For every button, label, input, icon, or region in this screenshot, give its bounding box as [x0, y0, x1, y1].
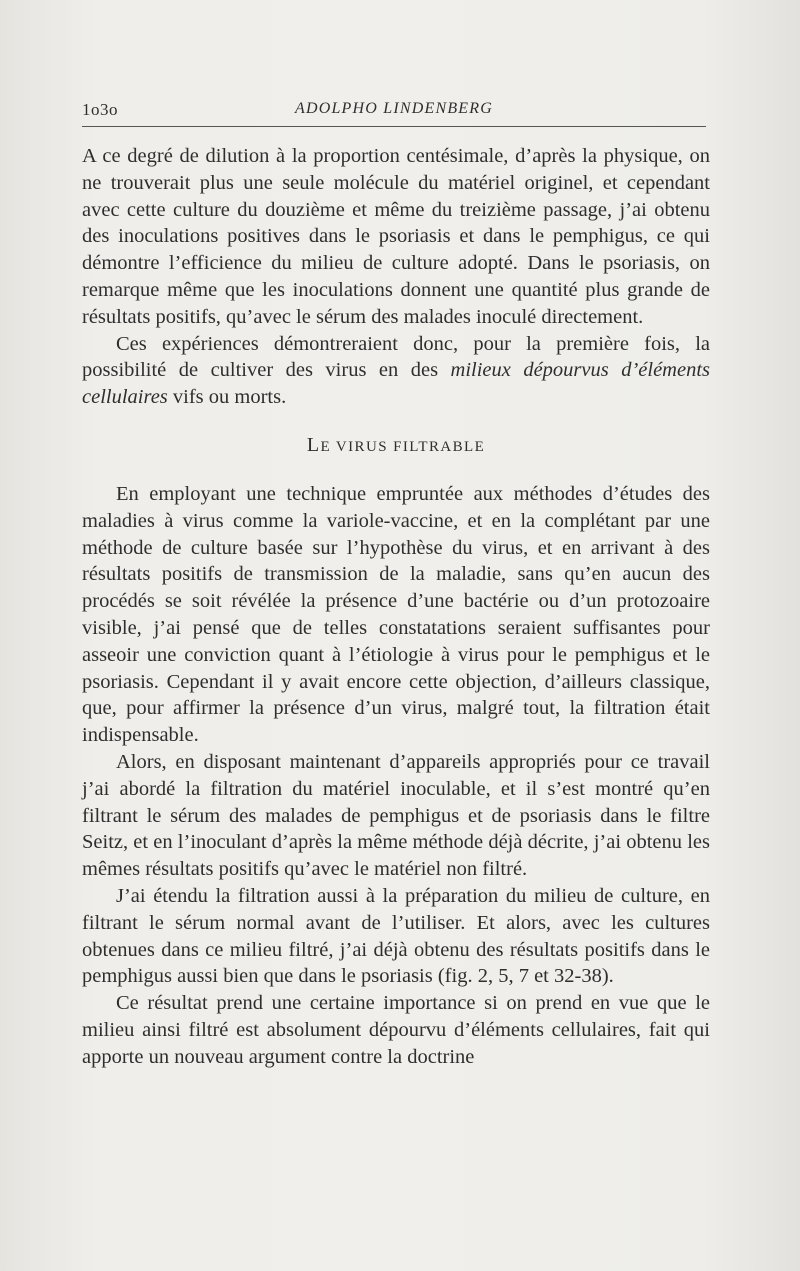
paragraph-4: Alors, en disposant maintenant d’appareils appropriés pour ce travail j’ai abordé la filtration du matériel inoculable, et il s’est montré qu’en filtrant le sérum des malades de pemphigus et de psoriasis dans le filtre Seitz, et en l’inoculant d’après la même méthode déjà décrite, j’ai obtenu les mêmes résultats positifs qu’avec le matériel non filtré.: [82, 750, 710, 881]
paragraph-5: J’ai étendu la filtration aussi à la préparation du milieu de culture, en filtrant le sérum normal avant de l’utiliser. Et alors, avec les cultures obtenues dans ce milieu filtré, j’ai déjà obtenu des résultats positifs dans le pemphigus aussi bien que dans le psoriasis (fig. 2, 5, 7 et 32-38).: [82, 884, 710, 988]
paragraph-2: [82, 331, 710, 411]
paragraph-2-end: vifs ou morts.: [167, 386, 287, 409]
running-head: ADOLPHO LINDENBERG: [294, 100, 494, 117]
section-heading: LE VIRUS FILTRABLE: [306, 433, 486, 456]
paragraph-2-emphasis: milieux dépourvus d’éléments cellulaires: [82, 359, 710, 409]
page-header: [82, 100, 706, 127]
paragraph-1: A ce degré de dilution à la proportion centésimale, d’après la physique, on ne trouverait plus une seule molécule du matériel originel, et cependant avec cette culture du douzième et même du treizième passage, j’ai obtenu des inoculations positives dans le psoriasis et dans le pemphigus, ce qui démontre l’efficience du milieu de culture adopté. Dans le psoriasis, on remarque même que les inoculations donnent une quantité plus grande de résultats positifs, qu’avec le sérum des malades inoculé directement.: [82, 145, 710, 328]
page-number: 1o3o: [82, 100, 118, 119]
paragraph-2-start: Ces expériences démontreraient donc, pour la première fois, la possibilité de cultiver des virus en des: [82, 332, 710, 382]
paragraph-3: En employant une technique empruntée aux méthodes d’études des maladies à virus comme la variole-vaccine, et en la complétant par une méthode de culture basée sur l’hypothèse du virus, et en arrivant à des résultats positifs de transmission de la maladie, sans qu’en aucun des procédés se soit révélée la présence d’une bactérie ou d’un protozoaire visible, j’ai pensé que de telles constatations seraient suffisantes pour asseoir une conviction quant à l’étiologie à virus pour le pemphigus et le psoriasis. Cependant il y avait encore cette objection, d’ailleurs classique, que, pour affirmer la présence d’un virus, malgré tout, la filtration était indispensable.: [82, 482, 710, 747]
body-text: [82, 143, 710, 1071]
paragraph-6: Ce résultat prend une certaine importance si on prend en vue que le milieu ainsi filtré est absolument dépourvu d’éléments cellulaires, fait qui apporte un nouveau argument contre la doctrine: [82, 992, 710, 1068]
